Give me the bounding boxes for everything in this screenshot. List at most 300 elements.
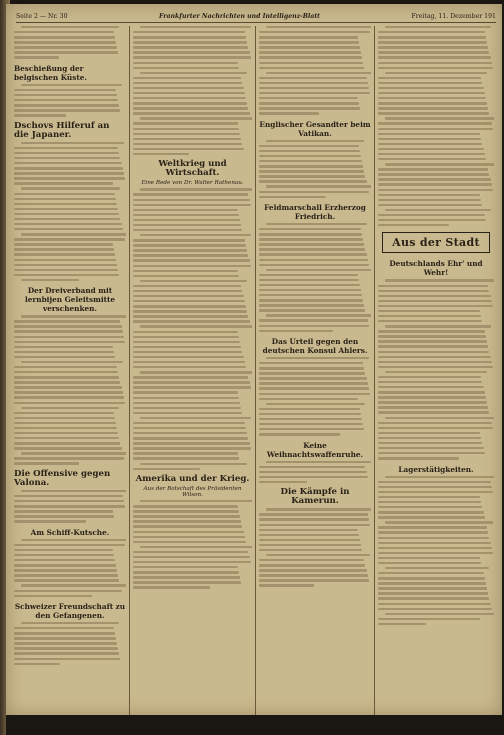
text-line [133, 351, 242, 353]
article-headline: Am Schiff-Kutsche. [30, 527, 110, 537]
text-line [378, 92, 485, 94]
text-line [259, 309, 365, 311]
text-line [14, 559, 115, 561]
text-line [378, 214, 485, 216]
text-line [14, 147, 118, 149]
text-line [14, 109, 120, 111]
column-divider [374, 26, 375, 725]
text-line [378, 143, 482, 145]
article-headline: Schweizer Freundschaft zu den Gefangenen. [14, 601, 126, 620]
text-line [259, 428, 364, 430]
text-line [140, 417, 251, 419]
text-line [133, 300, 245, 302]
text-line [14, 218, 120, 220]
text-line [133, 244, 246, 246]
text-line [14, 259, 116, 261]
text-line [14, 569, 117, 571]
text-line [14, 213, 119, 215]
text-line [133, 285, 241, 287]
text-line [21, 490, 126, 492]
text-line [259, 77, 367, 79]
text-line [378, 295, 491, 297]
text-line [378, 577, 485, 579]
text-line [14, 177, 125, 179]
text-line [259, 408, 360, 410]
text-line [385, 279, 494, 281]
text-line [14, 371, 118, 373]
page-bottom-shadow [6, 715, 502, 735]
text-line [378, 194, 480, 196]
article-headline: Lagerstätigkeiten. [398, 464, 474, 474]
text-line [21, 407, 120, 409]
text-line [378, 351, 489, 353]
text-line [259, 62, 363, 64]
text-line [259, 160, 362, 162]
text-line [14, 386, 122, 388]
text-line [133, 295, 244, 297]
text-line [378, 290, 489, 292]
text-line [21, 187, 121, 189]
text-line [378, 511, 484, 513]
text-line [133, 391, 238, 393]
text-line [378, 356, 491, 358]
text-line [385, 325, 491, 327]
text-line [385, 567, 489, 569]
text-line [14, 152, 119, 154]
text-line [378, 183, 492, 185]
text-line [133, 305, 246, 307]
text-line [133, 447, 251, 449]
text-line [259, 191, 369, 193]
text-line [259, 97, 358, 99]
text-line [21, 233, 126, 235]
text-line [378, 442, 482, 444]
text-line [14, 510, 113, 512]
text-line [378, 491, 493, 493]
text-line [133, 265, 251, 267]
text-line [378, 178, 491, 180]
text-line [385, 117, 494, 119]
text-line [140, 500, 252, 502]
text-line [14, 31, 114, 33]
text-line [140, 72, 247, 74]
text-line [133, 586, 210, 588]
text-line [133, 249, 247, 251]
text-line [140, 188, 252, 190]
text-line [378, 97, 486, 99]
text-line [259, 228, 361, 230]
text-line [14, 238, 125, 240]
text-line [378, 552, 493, 554]
text-line [378, 447, 484, 449]
text-line [385, 163, 494, 165]
text-line [259, 56, 362, 58]
text-line [259, 518, 369, 520]
article-headline: Beschießung der belgischen Küste. [14, 63, 87, 82]
text-line [378, 411, 489, 413]
text-line [378, 531, 488, 533]
text-line [266, 140, 365, 142]
text-line [133, 310, 247, 312]
text-line [133, 402, 240, 404]
text-line [378, 153, 485, 155]
text-line [14, 658, 120, 660]
text-line [385, 72, 487, 74]
article-headline: Deutschlands Ehr' und Wehr! [389, 259, 483, 278]
text-line [21, 622, 120, 624]
text-line [133, 556, 250, 558]
text-line [133, 320, 250, 322]
text-line [14, 193, 115, 195]
text-line [259, 289, 361, 291]
text-line [259, 367, 364, 369]
text-line [133, 452, 238, 454]
text-line [14, 36, 115, 38]
text-line [14, 391, 123, 393]
text-line [378, 381, 482, 383]
text-line [133, 551, 248, 553]
text-line [378, 219, 486, 221]
text-line [133, 437, 248, 439]
text-line [385, 371, 487, 373]
text-line [133, 102, 247, 104]
text-line [259, 529, 358, 531]
text-line [14, 248, 114, 250]
text-line [14, 253, 115, 255]
text-line [378, 376, 481, 378]
article-headline: Die Offensive gegen Valona. [14, 468, 111, 488]
text-line [378, 457, 459, 459]
text-line [259, 82, 368, 84]
text-line [133, 133, 240, 135]
text-line [259, 574, 368, 576]
text-line [378, 562, 481, 564]
text-line [14, 505, 125, 507]
text-line [378, 67, 493, 69]
text-line [133, 270, 238, 272]
text-line [259, 284, 360, 286]
text-line [378, 406, 488, 408]
text-line [14, 172, 124, 174]
text-line [21, 279, 79, 281]
text-line [378, 36, 486, 38]
text-line [133, 209, 238, 211]
text-line [259, 165, 363, 167]
text-line [378, 330, 485, 332]
text-line [14, 402, 125, 404]
text-line [259, 264, 369, 266]
text-line [133, 82, 242, 84]
text-line [21, 584, 126, 586]
text-line [378, 361, 492, 363]
text-line [133, 576, 240, 578]
text-line [378, 422, 492, 424]
text-line [385, 26, 491, 28]
text-line [14, 422, 116, 424]
text-line [378, 102, 487, 104]
text-line [14, 157, 120, 159]
text-line [259, 51, 361, 53]
text-line [14, 632, 115, 634]
text-line [385, 209, 491, 211]
text-line [133, 62, 238, 64]
text-line [259, 304, 364, 306]
text-line [133, 46, 248, 48]
text-line [378, 122, 492, 124]
text-line [14, 264, 117, 266]
text-line [14, 243, 113, 245]
text-line [14, 381, 120, 383]
text-line [133, 128, 239, 130]
text-line [14, 564, 116, 566]
text-line [133, 199, 250, 201]
text-line [259, 584, 314, 586]
text-line [266, 223, 367, 225]
text-line [378, 315, 481, 317]
text-line [14, 341, 125, 343]
text-line [14, 269, 118, 271]
text-line [133, 214, 239, 216]
text-line [259, 539, 360, 541]
column-divider [255, 26, 256, 725]
article-headline: Englischer Gesandter beim Vatikan. [259, 119, 371, 138]
text-line [378, 608, 492, 610]
text-line [259, 233, 362, 235]
text-line [378, 603, 491, 605]
text-line [259, 67, 364, 69]
text-line [378, 572, 484, 574]
text-line [133, 239, 245, 241]
text-line [133, 331, 238, 333]
text-line [259, 112, 319, 114]
text-line [378, 391, 485, 393]
text-line [378, 82, 482, 84]
text-line [259, 41, 359, 43]
text-line [259, 238, 363, 240]
text-line [378, 148, 484, 150]
text-line [259, 325, 369, 327]
text-line [140, 325, 252, 327]
text-line [133, 290, 242, 292]
text-line [14, 223, 122, 225]
text-line [259, 544, 361, 546]
text-line [259, 196, 326, 198]
text-line [14, 417, 115, 419]
text-line [133, 505, 238, 507]
text-line [378, 77, 481, 79]
article-headline: Weltkrieg und Wirtschaft. [158, 159, 227, 179]
text-line [133, 376, 248, 378]
text-line [378, 547, 492, 549]
text-line [378, 345, 488, 347]
text-line [378, 437, 481, 439]
text-line [259, 418, 362, 420]
text-line [140, 546, 252, 548]
text-line [133, 407, 241, 409]
text-line [259, 259, 368, 261]
text-line [14, 167, 123, 169]
text-line [133, 193, 248, 195]
text-line [133, 275, 239, 277]
text-line [266, 508, 371, 510]
text-line [133, 341, 240, 343]
text-line [133, 138, 241, 140]
text-line [378, 133, 480, 135]
text-line [133, 77, 241, 79]
text-line [378, 107, 488, 109]
text-line [378, 46, 488, 48]
text-line [378, 537, 489, 539]
text-line [259, 31, 370, 33]
text-line [259, 471, 367, 473]
text-line [259, 87, 369, 89]
text-line [259, 466, 365, 468]
text-line [378, 506, 482, 508]
text-line [378, 199, 481, 201]
text-line [21, 361, 123, 363]
text-line [14, 432, 118, 434]
text-line [259, 377, 367, 379]
text-line [385, 476, 494, 478]
text-line [21, 84, 122, 86]
text-line [140, 117, 252, 119]
text-line [259, 481, 307, 483]
text-line [259, 279, 359, 281]
text-line [378, 62, 492, 64]
text-line [266, 185, 371, 187]
text-line [133, 442, 250, 444]
text-line [259, 253, 367, 255]
text-line [133, 153, 189, 155]
text-line [14, 274, 119, 276]
text-line [14, 376, 119, 378]
text-line [259, 423, 363, 425]
text-line [133, 356, 244, 358]
column-1 [14, 26, 126, 727]
issue-date: Freitag, 11. Dezember 191 [411, 12, 496, 20]
text-line [140, 280, 247, 282]
text-line [378, 623, 426, 625]
text-line [14, 396, 124, 398]
text-line [378, 496, 480, 498]
text-line [133, 254, 248, 256]
text-line [259, 274, 358, 276]
text-line [378, 204, 482, 206]
text-line [14, 356, 115, 358]
text-line [259, 319, 368, 321]
text-line [133, 397, 239, 399]
text-line [14, 462, 79, 464]
text-line [140, 371, 252, 373]
text-line [133, 427, 246, 429]
text-line [259, 476, 368, 478]
text-line [259, 387, 369, 389]
text-line [133, 336, 239, 338]
text-line [14, 447, 122, 449]
text-line [14, 104, 119, 106]
text-line [14, 637, 116, 639]
section-heading-box: Aus der Stadt [382, 232, 490, 253]
article-headline: Die Kämpfe in Kamerun. [280, 487, 350, 507]
text-line [133, 361, 245, 363]
text-line [133, 386, 251, 388]
text-line [133, 67, 239, 69]
text-line [259, 398, 358, 400]
text-line [378, 56, 491, 58]
text-line [259, 36, 358, 38]
text-line [378, 516, 485, 518]
text-line [14, 198, 116, 200]
text-line [259, 433, 340, 435]
text-line [378, 592, 488, 594]
text-line [378, 41, 487, 43]
text-line [378, 335, 486, 337]
text-line [133, 561, 251, 563]
text-line [133, 31, 245, 33]
article-headline: Der Dreiverband mit lernbijen Geleitsmitte verschenken. [25, 286, 115, 314]
text-line [14, 46, 117, 48]
text-line [378, 396, 486, 398]
text-line [266, 554, 370, 556]
text-line [14, 652, 119, 654]
text-line [14, 89, 116, 91]
text-line [14, 627, 114, 629]
text-line [133, 346, 241, 348]
page-header [16, 10, 496, 23]
text-line [14, 412, 114, 414]
text-line [378, 189, 493, 191]
text-line [259, 180, 367, 182]
text-line [259, 569, 367, 571]
text-line [133, 510, 239, 512]
text-line [378, 501, 481, 503]
text-line [133, 107, 248, 109]
text-line [133, 531, 244, 533]
text-line [259, 107, 360, 109]
text-line [378, 168, 488, 170]
text-line [14, 595, 92, 597]
text-line [14, 203, 117, 205]
text-line [133, 412, 242, 414]
text-line [133, 566, 238, 568]
text-line [378, 401, 487, 403]
text-line [259, 155, 361, 157]
text-line [140, 234, 251, 236]
text-line [14, 351, 114, 353]
article-headline: Dschovs Hilferuf an die Japaner. [14, 120, 110, 140]
text-line [133, 51, 250, 53]
text-line [378, 31, 485, 33]
text-line [266, 314, 371, 316]
text-line [140, 26, 251, 28]
text-line [378, 300, 492, 302]
text-line [378, 452, 485, 454]
text-line [378, 582, 486, 584]
text-line [259, 145, 359, 147]
text-line [14, 330, 123, 332]
masthead-title: Frankfurter Nachrichten und Intelligenz-Blatt [158, 12, 321, 20]
text-line [259, 382, 368, 384]
text-line [378, 618, 480, 620]
text-line [378, 427, 493, 429]
text-line [133, 148, 244, 150]
text-line [378, 486, 492, 488]
text-line [133, 97, 246, 99]
text-line [14, 56, 59, 58]
text-line [14, 99, 118, 101]
text-line [266, 269, 371, 271]
text-line [14, 500, 124, 502]
